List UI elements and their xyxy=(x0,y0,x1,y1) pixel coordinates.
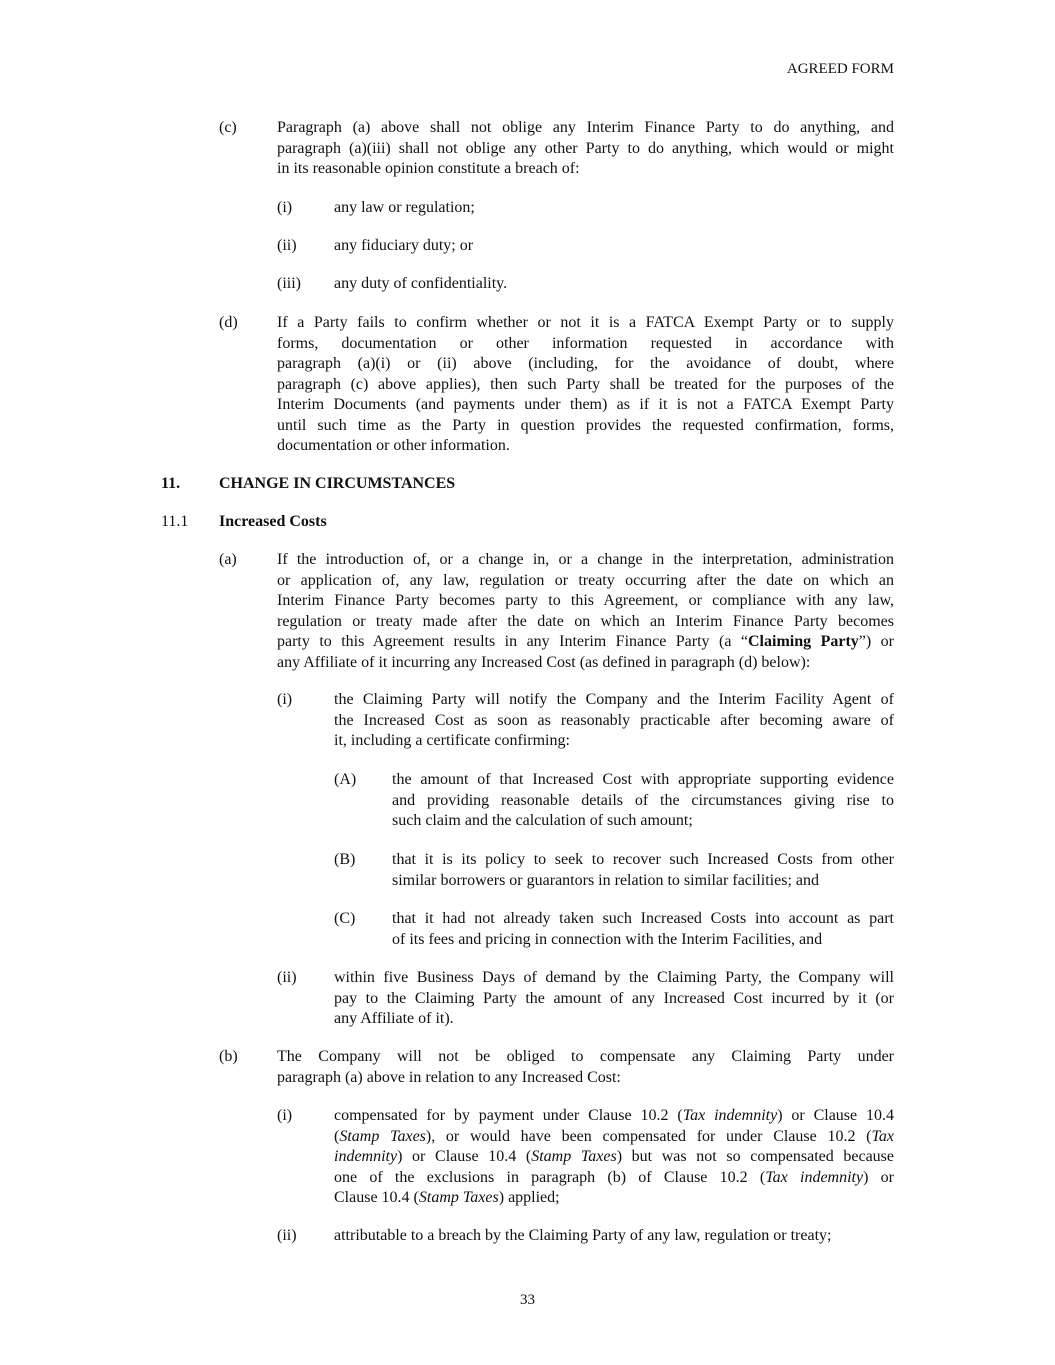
paragraph-label: (b) xyxy=(219,1048,238,1065)
text-line xyxy=(277,632,894,653)
text-line: the Increased Cost as soon as reasonably practicable after becoming aware of xyxy=(334,711,894,729)
text-segment: Clause 10.4 ( xyxy=(334,1189,419,1206)
text-line xyxy=(334,1188,894,1209)
text-line: it, including a certificate confirming: xyxy=(334,732,570,749)
text-line: the amount of that Increased Cost with appropriate supporting evidence xyxy=(392,771,894,788)
text-line: and providing reasonable details of the circumstances giving rise to xyxy=(392,791,894,809)
page-number: 33 xyxy=(520,1292,535,1308)
text-segment: ) applied; xyxy=(498,1189,560,1206)
text-segment: ( xyxy=(334,1127,340,1145)
italic-term: Stamp Taxes xyxy=(531,1148,617,1165)
paragraph-text xyxy=(277,550,894,673)
italic-term: Tax indemnity xyxy=(682,1107,778,1124)
text-line xyxy=(334,1147,894,1168)
text-line: Interim Documents (and payments under them) as if it is not a FATCA Exempt Party xyxy=(277,396,894,413)
item-text xyxy=(334,1106,894,1209)
item-text xyxy=(334,690,894,752)
text-line: that it had not already taken such Increased Costs into account as part xyxy=(392,910,894,927)
text-line: paragraph (a) above in relation to any Increased Cost: xyxy=(277,1068,621,1086)
text-segment: one of the exclusions in paragraph (b) of Clause 10.2 ( xyxy=(334,1168,766,1186)
text-segment: ), or would have been compensated for under Clause 10.2 ( xyxy=(425,1127,872,1145)
text-segment: ) or Clause 10.4 ( xyxy=(397,1148,532,1165)
item-label: (i) xyxy=(277,691,293,708)
paragraph-label: (c) xyxy=(219,119,237,136)
page-header: AGREED FORM xyxy=(786,61,894,77)
text-line: until such time as the Party in question provides the requested confirmation, forms, xyxy=(277,416,894,434)
section-number: 11. xyxy=(161,475,181,492)
text-line: the Claiming Party will notify the Company and the Interim Facility Agent of xyxy=(334,691,894,708)
item-text xyxy=(392,770,894,832)
text-line: paragraph (a)(i) or (ii) above (including, for the avoidance of doubt, where xyxy=(277,355,894,372)
item-label: (ii) xyxy=(277,969,297,986)
text-line: paragraph (a)(iii) shall not oblige any other Party to do anything, which would or might xyxy=(277,139,894,157)
item-text: any duty of confidentiality. xyxy=(334,275,508,292)
text-segment: ”) or xyxy=(858,633,894,650)
text-line xyxy=(334,1168,894,1189)
text-line xyxy=(334,1127,894,1148)
text-line: such claim and the calculation of such amount; xyxy=(392,812,693,829)
text-segment: compensated for by payment under Clause 10.2 ( xyxy=(334,1107,683,1124)
text-segment: party to this Agreement results in any Interim Finance Party (a “ xyxy=(277,633,748,650)
item-text xyxy=(334,968,894,1030)
paragraph-text xyxy=(277,313,894,457)
item-text: any law or regulation; xyxy=(334,199,475,216)
clause-title: Increased Costs xyxy=(219,513,327,530)
text-line: regulation or treaty made after the date on which an Interim Finance Party becomes xyxy=(277,612,894,630)
clause-number: 11.1 xyxy=(161,513,189,530)
paragraph-label: (d) xyxy=(219,314,238,331)
text-line: Paragraph (a) above shall not oblige any Interim Finance Party to do anything, and xyxy=(277,119,894,136)
text-line: within five Business Days of demand by the Claiming Party, the Company will xyxy=(334,969,894,986)
item-text xyxy=(392,850,894,891)
text-line: forms, documentation or other information requested in accordance with xyxy=(277,334,894,352)
text-line: any Affiliate of it). xyxy=(334,1010,454,1027)
text-line: If the introduction of, or a change in, or a change in the interpretation, administration xyxy=(277,551,894,568)
text-line: similar borrowers or guarantors in relation to similar facilities; and xyxy=(392,871,819,889)
italic-term: Stamp Taxes xyxy=(339,1127,426,1145)
item-text xyxy=(392,909,894,950)
item-label: (i) xyxy=(277,1107,293,1124)
item-label: (ii) xyxy=(277,1227,297,1244)
text-line: pay to the Claiming Party the amount of any Increased Cost incurred by it (or xyxy=(334,989,894,1007)
item-label: (ii) xyxy=(277,237,297,254)
defined-term: Claiming Party xyxy=(748,633,859,650)
item-text: any fiduciary duty; or xyxy=(334,237,474,254)
item-text: attributable to a breach by the Claiming Party of any law, regulation or treaty; xyxy=(334,1227,832,1244)
text-line: or application of, any law, regulation or treaty occurring after the date on which an xyxy=(277,571,894,589)
section-title: CHANGE IN CIRCUMSTANCES xyxy=(219,475,456,492)
italic-term: Tax indemnity xyxy=(765,1168,864,1186)
italic-term: indemnity xyxy=(334,1148,398,1165)
item-label: (i) xyxy=(277,199,293,216)
text-line: paragraph (c) above applies), then such Party shall be treated for the purposes of the xyxy=(277,375,894,393)
text-line: documentation or other information. xyxy=(277,437,510,454)
text-line: The Company will not be obliged to compensate any Claiming Party under xyxy=(277,1048,894,1065)
text-line: any Affiliate of it incurring any Increased Cost (as defined in paragraph (d) below): xyxy=(277,653,811,671)
item-label: (iii) xyxy=(277,275,301,292)
paragraph-label: (a) xyxy=(219,551,237,568)
paragraph-text xyxy=(277,1047,894,1088)
text-line: Interim Finance Party becomes party to this Agreement, or compliance with any law, xyxy=(277,592,894,609)
text-segment: ) but was not so compensated because xyxy=(616,1148,895,1165)
text-segment: ) or Clause 10.4 xyxy=(777,1107,895,1124)
item-label: (B) xyxy=(334,851,356,868)
text-line: of its fees and pricing in connection with the Interim Facilities, and xyxy=(392,930,823,948)
text-segment: ) or xyxy=(863,1168,895,1186)
italic-term: Tax xyxy=(871,1127,894,1145)
text-line: If a Party fails to confirm whether or not it is a FATCA Exempt Party or to supply xyxy=(277,314,894,331)
item-label: (A) xyxy=(334,771,357,788)
paragraph-text xyxy=(277,118,894,180)
italic-term: Stamp Taxes xyxy=(418,1189,499,1206)
item-label: (C) xyxy=(334,910,356,927)
text-line: that it is its policy to seek to recover such Increased Costs from other xyxy=(392,851,894,868)
text-line xyxy=(334,1106,894,1127)
text-line: in its reasonable opinion constitute a breach of: xyxy=(277,160,580,177)
